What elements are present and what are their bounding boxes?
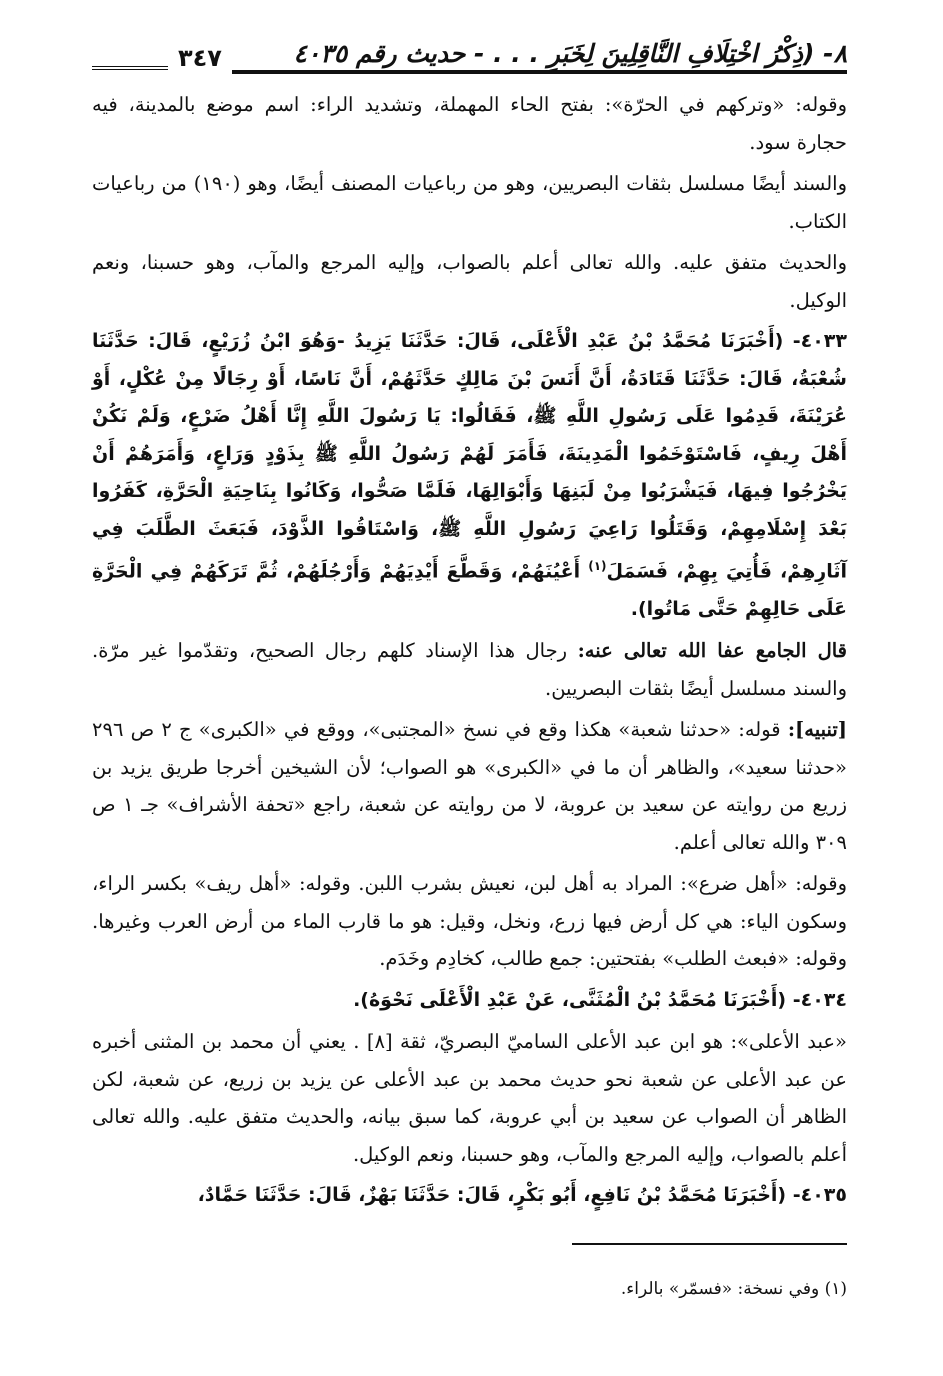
header-rule: [92, 60, 168, 70]
footnote: (١) وفي نسخة: «فسمّر» بالراء.: [620, 1279, 847, 1299]
hadith-4033-text: ٤٠٣٣- (أَخْبَرَنَا مُحَمَّدُ بْنُ عَبْدِ الْأَعْلَى، قَالَ: حَدَّثَنَا يَزِيدُ -وَهُوَ ابْنُ زُرَيْعٍ، قَالَ: حَدَّثَنَا شُعْبَةُ، قَالَ: حَدَّثَنَا قَتَادَةُ، أَنَّ أَنَسَ بْنَ مَالِكٍ حَدَّثَهُمْ، أَنَّ نَاسًا، أَوْ رِجَالًا مِنْ عُكْلٍ، أَوْ عُرَيْنَةَ، قَدِمُوا عَلَى رَسُولِ اللَّهِ ﷺ، فَقَالُوا: يَا رَسُولَ اللَّهِ إِنَّا أَهْلُ ضَرْعٍ، وَلَمْ نَكُنْ أَهْلَ رِيفٍ، فَاسْتَوْخَمُوا الْمَدِينَةَ، فَأَمَرَ لَهُمْ رَسُولُ اللَّهِ ﷺ بِذَوْدٍ وَرَاعٍ، وَأَمَرَهُمْ أَنْ يَخْرُجُوا فِيهَا، فَيَشْرَبُوا مِنْ لَبَنِهَا وَأَبْوَالِهَا، فَلَمَّا صَحُّوا، وَكَانُوا بِنَاحِيَةِ الْحَرَّةِ، كَفَرُوا بَعْدَ إِسْلَامِهِمْ، وَقَتَلُوا رَاعِيَ رَسُولِ اللَّهِ ﷺ، وَاسْتَاقُوا الذَّوْدَ، فَبَعَثَ الطَّلَبَ فِي آثَارِهِمْ، فَأُتِيَ بِهِمْ، فَسَمَلَ: [92, 330, 847, 583]
page-body: [92, 86, 847, 1215]
jami-text: رجال هذا الإسناد كلهم رجال الصحيح، وتقدّموا غير مرّة. والسند مسلسل أيضًا بثقات البصريين.: [92, 639, 847, 700]
hadith-4033-end: أَعْيُنَهُمْ، وَقَطَّعَ أَيْدِيَهُمْ وَأَرْجُلَهُمْ، ثُمَّ تَرَكَهُمْ فِي الْحَرَّةِ عَلَى حَالِهِمْ حَتَّى مَاتُوا).: [92, 560, 847, 620]
hadith-4034: ٤٠٣٤- (أَخْبَرَنَا مُحَمَّدُ بْنُ الْمُثَنَّى، عَنْ عَبْدِ الْأَعْلَى نَحْوَهُ).: [353, 988, 847, 1011]
footnote-mark: (١): [588, 559, 607, 573]
paragraph-harra: وقوله: «وتركهم في الحرّة»: بفتح الحاء المهملة، وتشديد الراء: اسم موضع بالمدينة، فيه حجارة سود.: [92, 93, 847, 154]
explanation-paragraph: وقوله: «أهل ضرع»: المراد به أهل لبن، نعيش بشرب اللبن. وقوله: «أهل ريف» بكسر الراء، وسكون الياء: هي كل أرض فيها زرع، ونخل، وقيل: هو ما قارب الماء من أرض العرب وغيرها. وقوله: «فبعث الطلب» بفتحتين: جمع طالب، كخادِم وخَدَم.: [92, 872, 847, 971]
hadith-4033: [92, 323, 847, 628]
paragraph-sanad: والسند أيضًا مسلسل بثقات البصريين، وهو من رباعيات المصنف أيضًا، وهو (١٩٠) من رباعيات الكتاب.: [92, 172, 847, 233]
abd-alala-label: «عبد الأعلى»:: [730, 1030, 847, 1054]
jami-label: قال الجامع عفا الله تعالى عنه:: [577, 639, 847, 663]
page-header: [92, 30, 847, 74]
tanbih-text: قوله: «حدثنا شعبة» هكذا وقع في نسخ «المجتبى»، ووقع في «الكبرى» ج ٢ ص ٢٩٦ «حدثنا سعيد»، والظاهر أن ما في «الكبرى» هو الصواب؛ لأن الشيخين أخرجا طريق يزيد بن زريع من روايته عن سعيد بن عروبة، لا من روايته عن شعبة، راجع «تحفة الأشراف» جـ ١ ص ٣٠٩ والله تعالى أعلم.: [92, 718, 847, 854]
tanbih-label: [تنبيه]:: [787, 718, 847, 742]
footnote-divider: [572, 1243, 847, 1245]
tanbih-paragraph: [92, 711, 847, 861]
paragraph-muttafaq: والحديث متفق عليه. والله تعالى أعلم بالصواب، وإليه المرجع والمآب، وهو حسبنا، ونعم الوكيل.: [92, 251, 847, 312]
abd-alala-text: هو ابن عبد الأعلى الساميّ البصريّ، ثقة [٨] . يعني أن محمد بن المثنى أخبره عن عبد الأعلى عن شعبة نحو حديث محمد بن عبد الأعلى عن يزيد بن زريع، عن شعبة، لكن الظاهر أن الصواب عن سعيد بن أبي عروبة، كما سبق بيانه، والحديث متفق عليه. والله تعالى أعلم بالصواب، وإليه المرجع والمآب، وهو حسبنا، ونعم الوكيل.: [92, 1030, 847, 1166]
chapter-title: ٨- (ذِكْرُ اخْتِلَافِ النَّاقِلِينَ لِخَبَرِ . . . - حديث رقم ٤٠٣٥: [232, 39, 847, 74]
hadith-4035: ٤٠٣٥- (أَخْبَرَنَا مُحَمَّدُ بْنُ نَافِعٍ، أَبُو بَكْرٍ، قَالَ: حَدَّثَنَا بَهْزٌ، قَالَ: حَدَّثَنَا حَمَّادٌ،: [197, 1184, 847, 1207]
abd-alala-paragraph: [92, 1023, 847, 1173]
jami-paragraph: [92, 632, 847, 707]
page-number: ٣٤٧: [178, 44, 222, 72]
